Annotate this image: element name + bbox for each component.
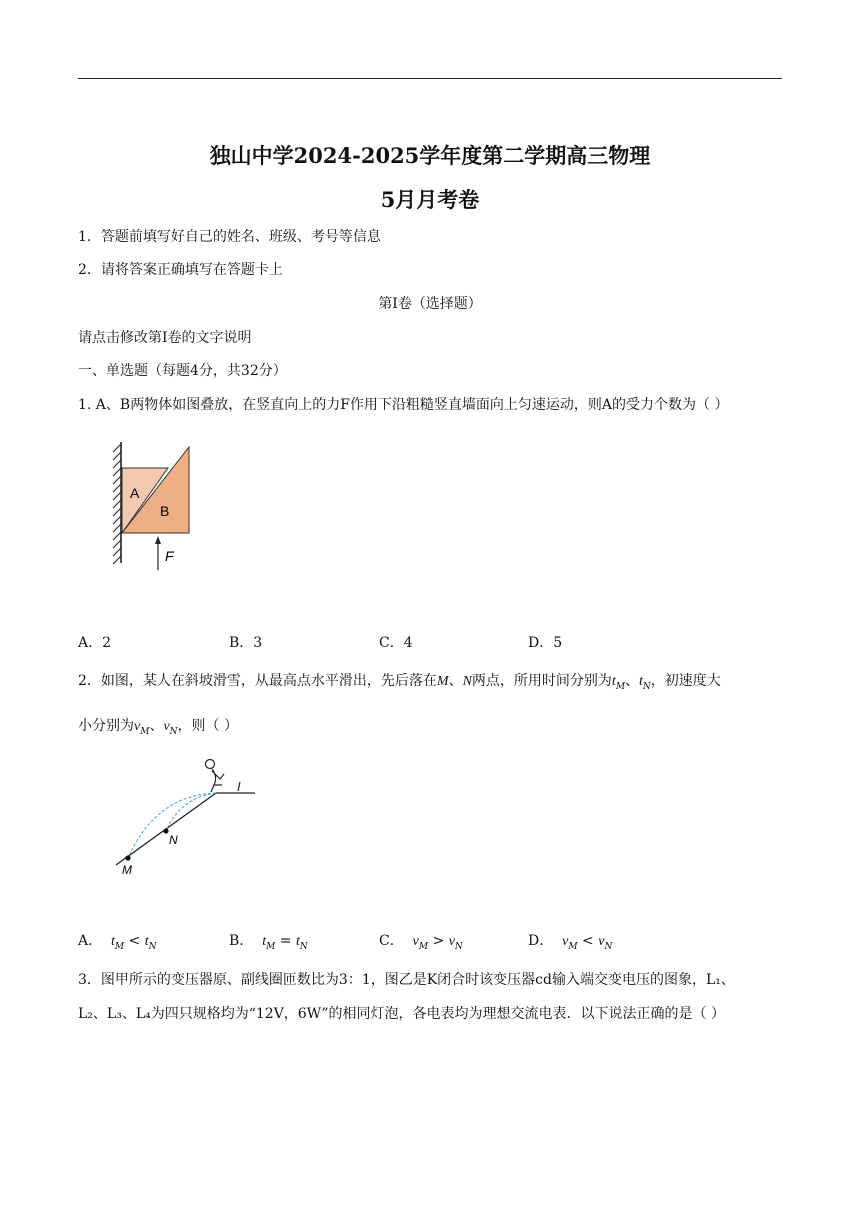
label-a: A [130, 485, 140, 501]
wall-hatch [113, 444, 121, 564]
label-f: F [165, 548, 174, 564]
exam-subtitle: 5月月考卷 [380, 187, 480, 212]
question-2-figure [108, 752, 268, 882]
q2-option-d[interactable]: D． $v_M < v_N$ [528, 933, 613, 952]
exam-title: 独山中学2024-2025学年度第二学期高三物理 [209, 143, 651, 168]
note-1: 1．答题前填写好自己的姓名、班级、考号等信息 [78, 229, 381, 245]
q2-option-a[interactable]: A． $t_M < t_N$ [78, 933, 157, 952]
q1-option-c[interactable]: C．4 [379, 635, 413, 651]
q1-option-a[interactable]: A．2 [78, 635, 112, 651]
part-title: 一、单选题（每题4分，共32分） [78, 363, 287, 379]
q2-option-c[interactable]: C． $v_M > v_N$ [379, 933, 463, 952]
label-b: B [160, 503, 170, 519]
question-1-text: 1. A、B两物体如图叠放，在竖直向上的力F作用下沿粗糙竖直墙面向上匀速运动，则A的受力个数为（ ） [78, 397, 729, 413]
header-rule [78, 78, 782, 79]
note-2: 2．请将答案正确填写在答题卡上 [78, 262, 283, 278]
section-heading: 第I卷（选择题） [378, 296, 482, 312]
point-m [125, 855, 130, 860]
question-2-line2: 小分别为$v_M$、$v_N$，则（ ） [78, 718, 238, 737]
question-1-figure [108, 440, 198, 574]
q1-option-b[interactable]: B．3 [229, 635, 263, 651]
q1-option-d[interactable]: D．5 [528, 635, 563, 651]
label-m: M [122, 863, 132, 877]
skier-icon [206, 760, 241, 793]
section-edit-hint[interactable]: 请点击修改第I卷的文字说明 [78, 330, 252, 346]
question-3-line1: 3．图甲所示的变压器原、副线圈匝数比为3：1，图乙是K闭合时该变压器cd输入端交变电压的图象，L₁、 [78, 972, 735, 988]
question-3-line2: L₂、L₃、L₄为四只规格均为“12V，6W”的相同灯泡，各电表均为理想交流电表．以下说法正确的是（ ） [78, 1006, 725, 1022]
point-n [163, 828, 168, 833]
label-n: N [169, 833, 178, 847]
question-2-line1: 2．如图，某人在斜坡滑雪，从最高点水平滑出，先后落在M、N两点，所用时间分别为$t_M$、$t_N$，初速度大 [78, 673, 721, 692]
force-arrowhead [155, 536, 161, 544]
q2-option-b[interactable]: B． $t_M = t_N$ [229, 933, 308, 952]
